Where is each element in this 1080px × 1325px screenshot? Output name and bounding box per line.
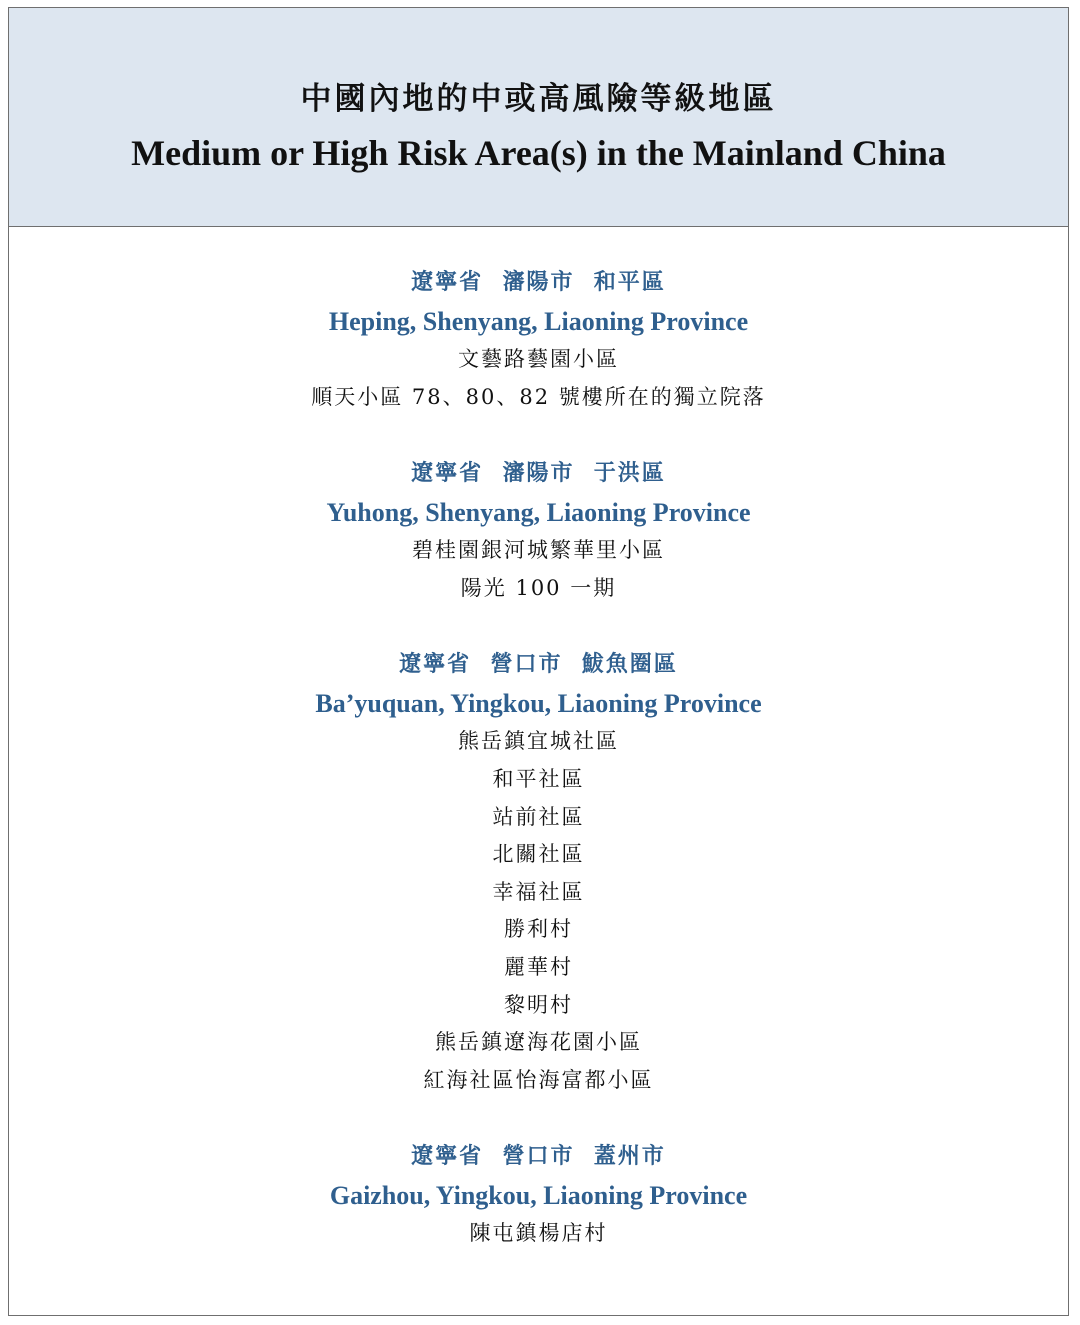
risk-area-list: [9, 263, 1068, 1291]
region-heading-english: Heping, Shenyang, Liaoning Province: [328, 307, 749, 336]
area-item: 文藝路藝園小區: [458, 347, 619, 371]
area-item: 陽光 100 一期: [460, 575, 617, 600]
region-section-heping: [9, 263, 1068, 416]
region-heading-chinese: 遼寧省 營口市 鮁魚圈區: [399, 652, 678, 678]
region-heading-chinese: 遼寧省 瀋陽市 和平區: [411, 270, 666, 295]
area-item: 紅海社區怡海富都小區: [423, 1067, 654, 1092]
region-section-yuhong: [9, 454, 1068, 607]
area-item: 熊岳鎮宜城社區: [458, 729, 619, 754]
region-heading-chinese: 遼寧省 瀋陽市 于洪區: [411, 461, 666, 487]
area-item: 北關社區: [492, 842, 585, 867]
region-heading-english: Ba’yuquan, Yingkou, Liaoning Province: [315, 689, 762, 719]
header-banner: [9, 8, 1068, 227]
area-item: 和平社區: [492, 766, 585, 791]
area-item: 順天小區 78、80、82 號樓所在的獨立院落: [311, 384, 766, 409]
page-title-english: Medium or High Risk Area(s) in the Mainland China: [131, 133, 946, 173]
region-heading-english: Yuhong, Shenyang, Liaoning Province: [326, 498, 751, 528]
area-item: 碧桂園銀河城繁華里小區: [412, 538, 665, 563]
region-section-bayuquan: [9, 645, 1068, 1099]
area-item: 站前社區: [492, 804, 585, 829]
area-item: 陳屯鎮楊店村: [469, 1221, 608, 1246]
area-item: 黎明村: [504, 992, 573, 1017]
page-title-chinese: 中國內地的中或高風險等級地區: [300, 81, 777, 117]
area-item: 熊岳鎮遼海花園小區: [435, 1030, 642, 1055]
area-item: 麗華村: [504, 954, 573, 979]
region-heading-english: Gaizhou, Yingkou, Liaoning Province: [329, 1181, 748, 1211]
region-heading-chinese: 遼寧省 營口市 蓋州市: [411, 1144, 666, 1170]
area-item: 幸福社區: [492, 879, 585, 904]
region-section-gaizhou: [9, 1137, 1068, 1253]
area-item: 勝利村: [504, 917, 573, 942]
notice-frame: [8, 7, 1069, 1316]
